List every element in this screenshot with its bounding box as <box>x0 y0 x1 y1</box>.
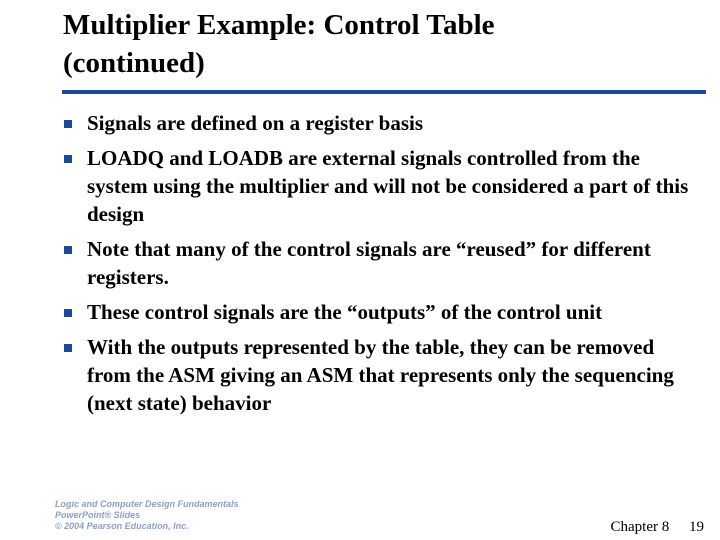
title-divider <box>62 90 706 94</box>
bullet-list <box>62 109 702 424</box>
bullet-text: These control signals are the “outputs” of the control unit <box>87 300 603 324</box>
bullet-text: Signals are defined on a register basis <box>87 111 424 135</box>
slide-footer <box>611 517 704 537</box>
title-line-1: Multiplier Example: Control Table <box>63 9 495 41</box>
bullet-item <box>62 144 702 228</box>
publisher-logo <box>55 499 255 532</box>
logo-line-1: Logic and Computer Design Fundamentals <box>55 499 239 509</box>
logo-line-3: © 2004 Pearson Education, Inc. <box>55 521 189 531</box>
bullet-item <box>62 298 702 326</box>
page-number: 19 <box>689 519 704 535</box>
square-bullet-icon <box>64 309 72 317</box>
bullet-item <box>62 109 702 137</box>
logo-line-2: PowerPoint® Slides <box>55 510 141 520</box>
square-bullet-icon <box>64 246 72 254</box>
bullet-item <box>62 235 702 291</box>
title-line-2: (continued) <box>63 47 205 79</box>
bullet-text: LOADQ and LOADB are external signals controlled from the system using the multiplier and will not be considered a part of this design <box>87 146 689 226</box>
square-bullet-icon <box>64 344 72 352</box>
square-bullet-icon <box>64 155 72 163</box>
bullet-item <box>62 333 702 417</box>
bullet-text: Note that many of the control signals are “reused” for different registers. <box>87 237 651 289</box>
bullet-text: With the outputs represented by the table, they can be removed from the ASM giving an ASM that represents only the sequencing (next state) behavior <box>87 335 674 415</box>
chapter-label: Chapter 8 <box>610 519 670 535</box>
square-bullet-icon <box>64 120 72 128</box>
slide-title <box>63 6 703 82</box>
